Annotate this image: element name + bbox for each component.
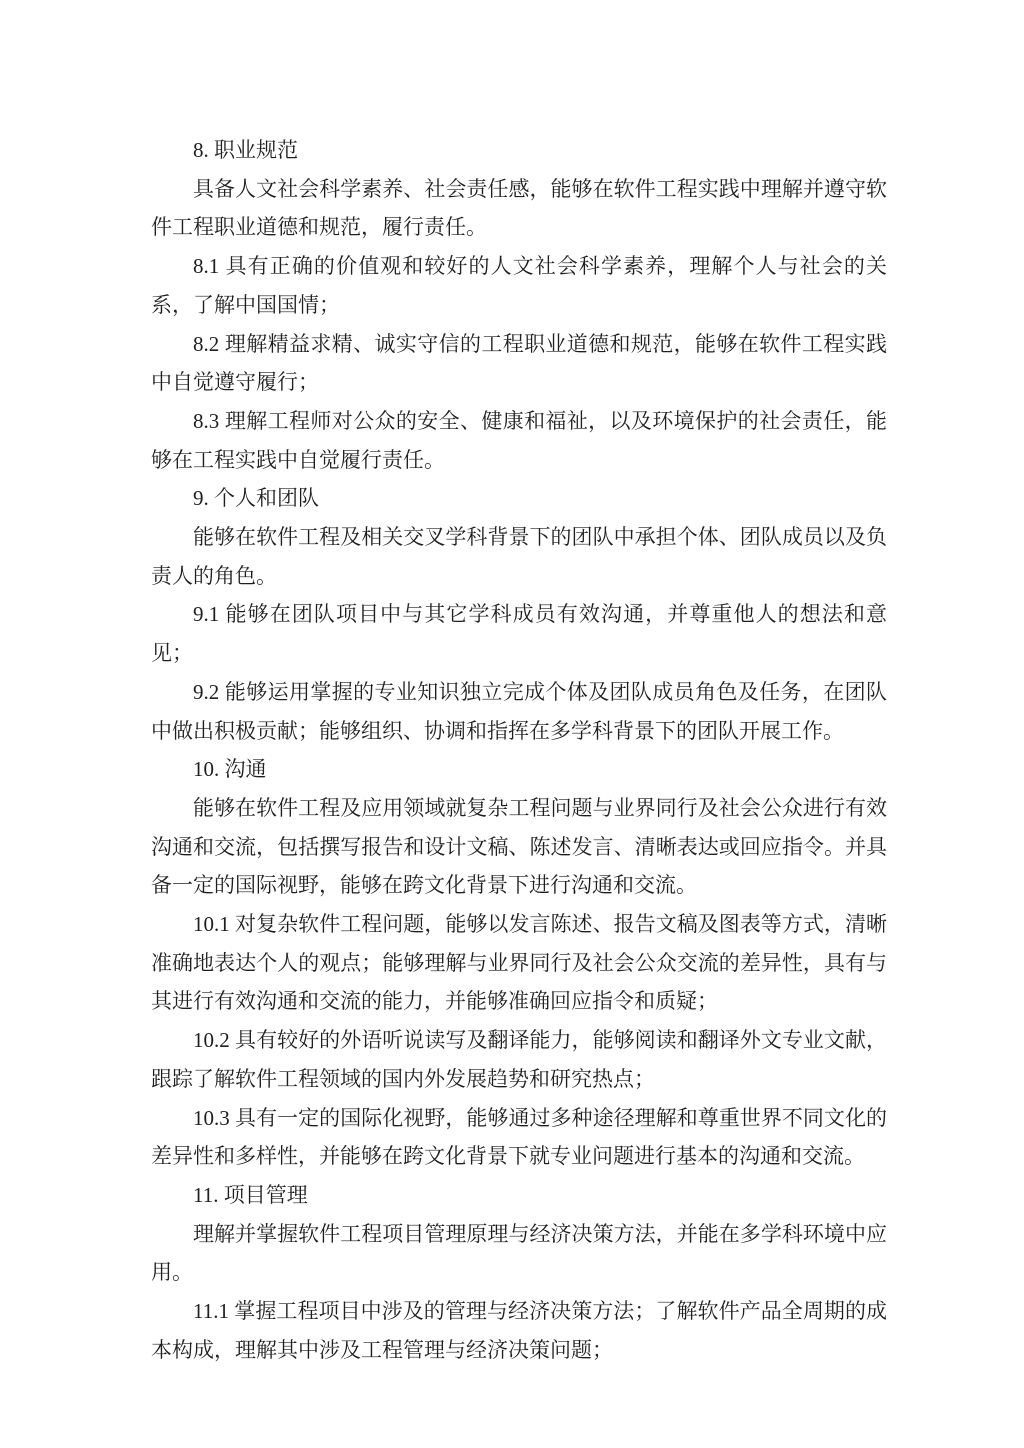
paragraph-9-heading: 9. 个人和团队 [193, 486, 319, 511]
paragraph-9-2: 9.2 能够运用掌握的专业知识独立完成个体及团队成员角色及任务，在团队中做出积极贡献；能够组织、协调和指挥在多学科背景下的团队开展工作。 [151, 679, 887, 743]
paragraph-11-heading: 11. 项目管理 [193, 1182, 308, 1207]
paragraph-10-2: 10.2 具有较好的外语听说读写及翻译能力，能够阅读和翻译外文专业文献，跟踪了解软件工程领域的国内外发展趋势和研究热点； [151, 1028, 887, 1091]
document-body [151, 131, 887, 1370]
paragraph-10-3: 10.3 具有一定的国际化视野，能够通过多种途径理解和尊重世界不同文化的差异性和多样性，并能够在跨文化背景下就专业问题进行基本的沟通和交流。 [151, 1105, 887, 1169]
paragraph-8-3: 8.3 理解工程师对公众的安全、健康和福祉，以及环境保护的社会责任，能够在工程实践中自觉履行责任。 [151, 408, 887, 472]
paragraph-9-intro: 能够在软件工程及相关交叉学科背景下的团队中承担个体、团队成员以及负责人的角色。 [151, 525, 887, 588]
paragraph-8-heading: 8. 职业规范 [193, 138, 298, 162]
paragraph-11-1: 11.1 掌握工程项目中涉及的管理与经济决策方法；了解软件产品全周期的成本构成，理解其中涉及工程管理与经济决策问题； [151, 1299, 887, 1362]
paragraph-10-intro: 能够在软件工程及应用领域就复杂工程问题与业界同行及社会公众进行有效沟通和交流，包括撰写报告和设计文稿、陈述发言、清晰表达或回应指令。并具备一定的国际视野，能够在跨文化背景下进行沟通和交流。 [151, 795, 887, 898]
paragraph-10-heading: 10. 沟通 [193, 757, 267, 782]
paragraph-9-1: 9.1 能够在团队项目中与其它学科成员有效沟通，并尊重他人的想法和意见； [151, 602, 887, 666]
paragraph-8-intro: 具备人文社会科学素养、社会责任感，能够在软件工程实践中理解并遵守软件工程职业道德和规范，履行责任。 [151, 176, 887, 240]
paragraph-11-intro: 理解并掌握软件工程项目管理原理与经济决策方法，并能在多学科环境中应用。 [151, 1221, 887, 1285]
paragraph-8-1: 8.1 具有正确的价值观和较好的人文社会科学素养，理解个人与社会的关系，了解中国国情； [151, 254, 887, 317]
paragraph-10-1: 10.1 对复杂软件工程问题，能够以发言陈述、报告文稿及图表等方式，清晰准确地表达个人的观点；能够理解与业界同行及社会公众交流的差异性，具有与其进行有效沟通和交流的能力，并能够准确回应指令和质疑； [151, 912, 887, 1014]
paragraph-8-2: 8.2 理解精益求精、诚实守信的工程职业道德和规范，能够在软件工程实践中自觉遵守履行； [151, 331, 887, 395]
